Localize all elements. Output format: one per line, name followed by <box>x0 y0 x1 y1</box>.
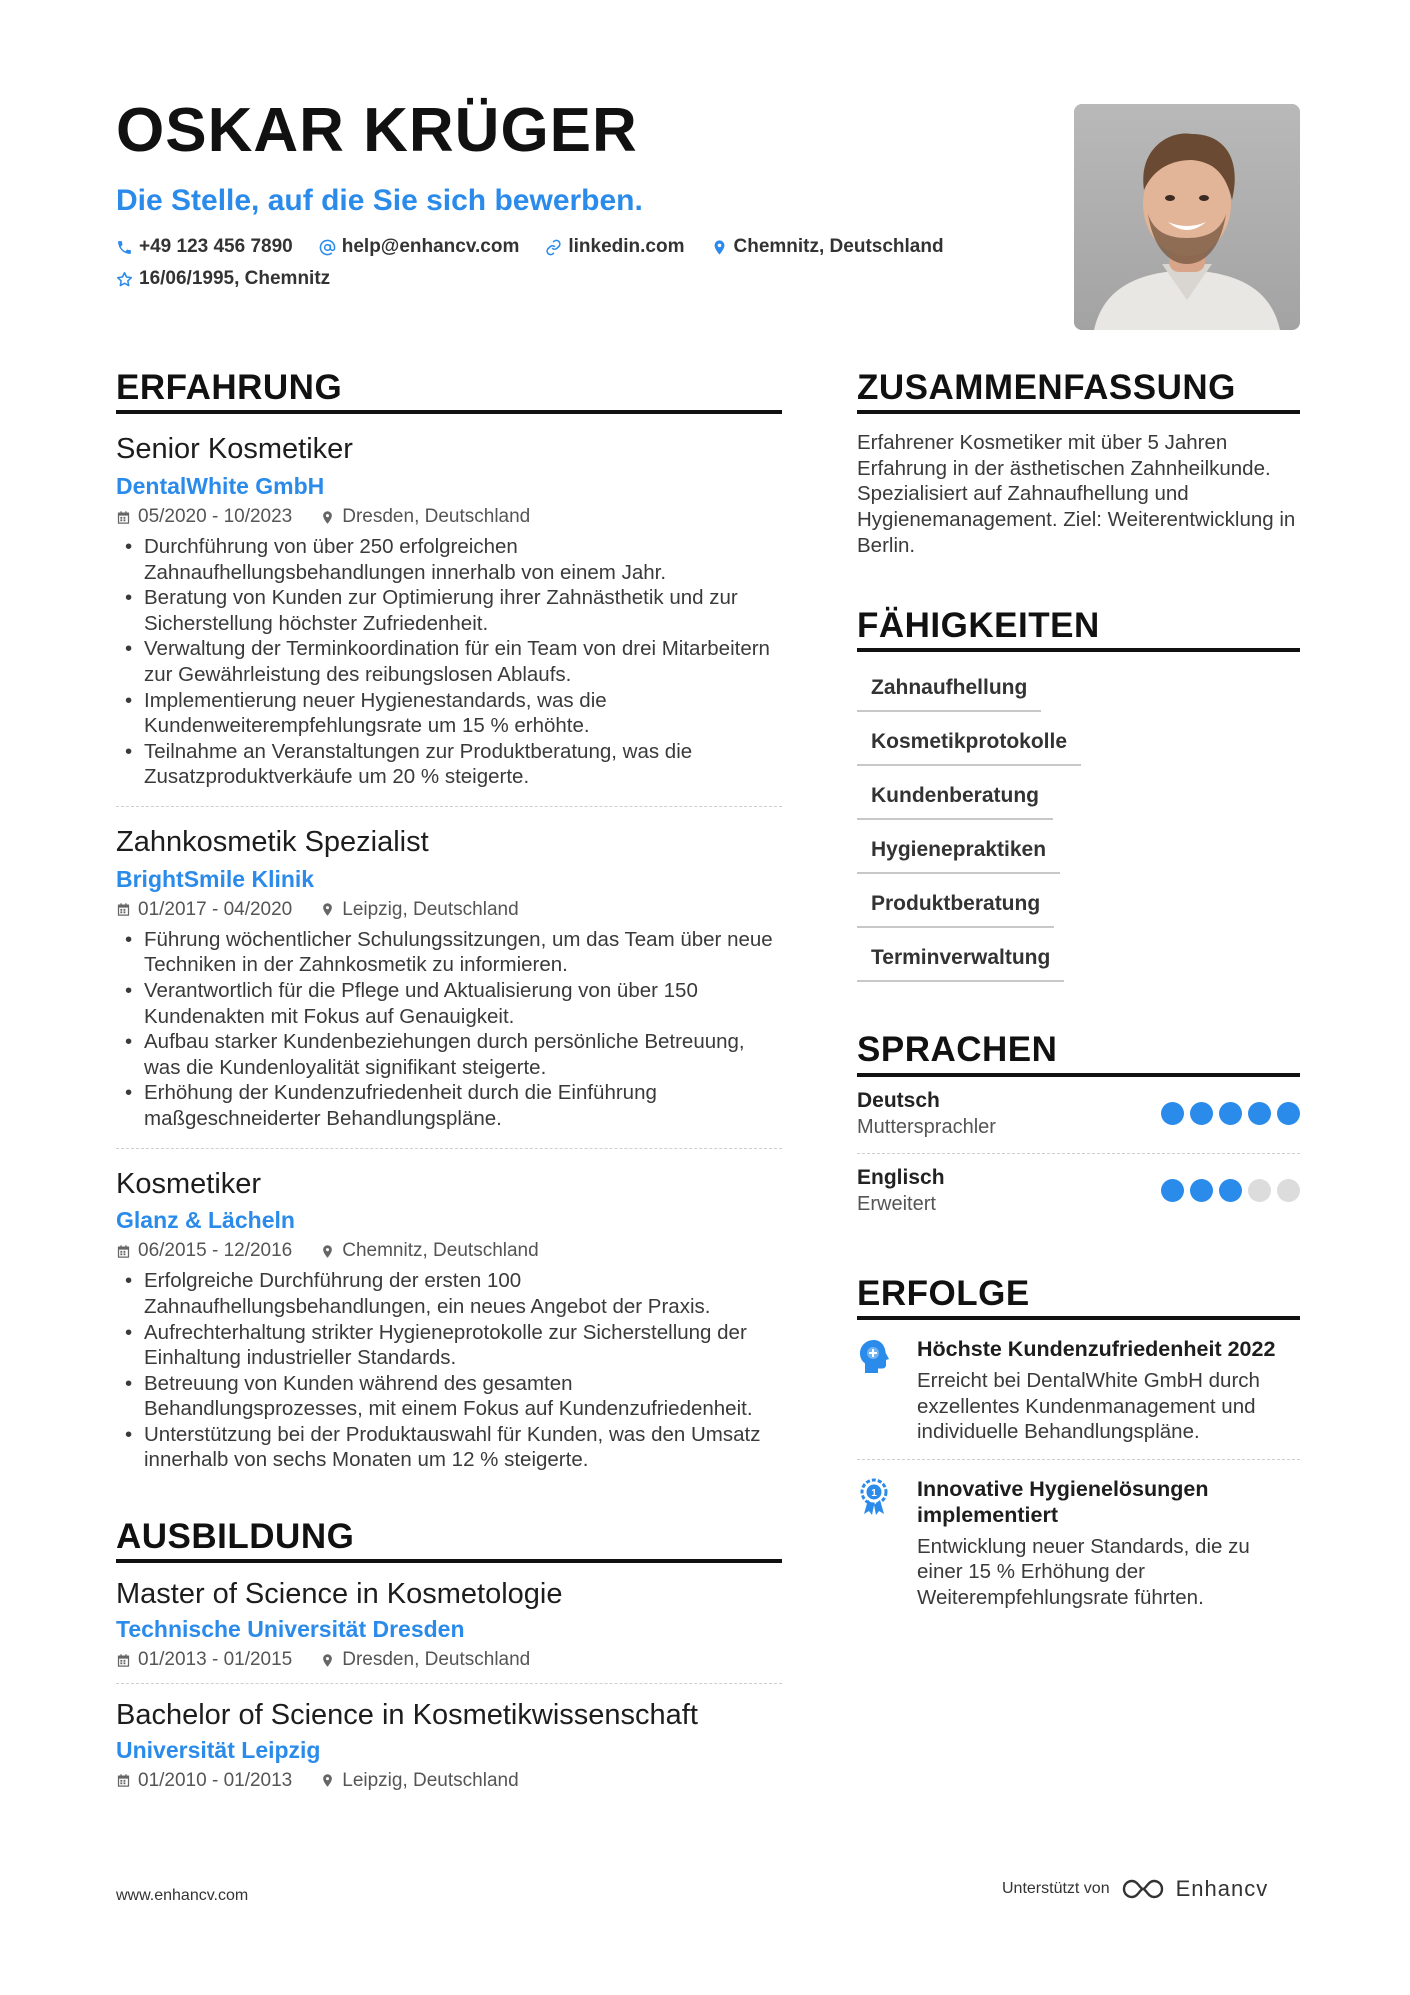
candidate-name: OSKAR KRÜGER <box>116 96 638 165</box>
contact-email[interactable] <box>319 236 520 258</box>
experience-bullets <box>116 927 782 1132</box>
skills-list <box>857 666 1300 990</box>
language-rating <box>1161 1179 1300 1202</box>
bullet-item: • Erfolgreiche Durchführung der ersten 100 Zahnaufhellungsbehandlungen, ein neues Angebot der Praxis. <box>116 1268 782 1319</box>
contact-phone-text: +49 123 456 7890 <box>139 236 293 257</box>
enhancv-logo-icon <box>1120 1876 1166 1902</box>
location-icon <box>320 1653 335 1668</box>
bullet-item: • Betreuung von Kunden während des gesamten Behandlungsprozesses, mit einem Fokus auf Kundenzufriedenheit. <box>116 1371 782 1422</box>
bullet-item: • Durchführung von über 250 erfolgreichen Zahnaufhellungsbehandlungen innerhalb von einem Jahr. <box>116 534 782 585</box>
experience-entry <box>116 1149 782 1490</box>
education-school[interactable]: Technische Universität Dresden <box>116 1616 465 1643</box>
experience-meta <box>116 506 782 528</box>
bullet-item: • Aufrechterhaltung strikter Hygieneprotokolle zur Sicherstellung der Einhaltung industrieller Standards. <box>116 1320 782 1371</box>
achievement-title: Innovative Hygienelösungen implementiert <box>917 1476 1209 1527</box>
skill-tag: Terminverwaltung <box>857 936 1064 982</box>
head-icon <box>857 1336 899 1445</box>
experience-location-text: Dresden, Deutschland <box>342 506 531 528</box>
svg-text:1: 1 <box>871 1487 877 1499</box>
experience-location <box>320 899 518 921</box>
experience-dates <box>116 506 292 528</box>
experience-entry <box>116 414 782 807</box>
experience-dates-text: 05/2020 - 10/2023 <box>138 506 293 528</box>
contact-list <box>116 236 1046 290</box>
experience-dates-text: 06/2015 - 12/2016 <box>138 1240 293 1262</box>
summary-heading: ZUSAMMENFASSUNG <box>857 368 1300 414</box>
experience-meta <box>116 1240 782 1262</box>
education-meta <box>116 1649 782 1671</box>
contact-email-text: help@enhancv.com <box>341 236 520 257</box>
achievement-description: Entwicklung neuer Standards, die zu einer 15 % Erhöhung der Weiterempfehlungsrate führten. <box>917 1534 1250 1609</box>
bullet-item: • Implementierung neuer Hygienestandards, was die Kundenweiterempfehlungsrate um 15 % erhöhte. <box>116 688 782 739</box>
profile-photo <box>1074 104 1300 330</box>
rating-dot <box>1161 1102 1184 1125</box>
education-dates <box>116 1649 292 1671</box>
contact-location <box>711 236 944 258</box>
achievement-title: Höchste Kundenzufriedenheit 2022 <box>917 1336 1276 1361</box>
skill-tag: Hygienepraktiken <box>857 828 1060 874</box>
footer-website[interactable]: www.enhancv.com <box>116 1887 249 1904</box>
education-dates-text: 01/2013 - 01/2015 <box>138 1649 293 1671</box>
contact-birth <box>116 268 330 290</box>
education-location-text: Leipzig, Deutschland <box>342 1769 519 1791</box>
bullet-item: • Verwaltung der Terminkoordination für ein Team von drei Mitarbeitern zur Gewährleistung des reibungslosen Ablaufs. <box>116 636 782 687</box>
location-icon <box>320 510 335 525</box>
portrait-image <box>1074 104 1300 330</box>
location-icon <box>320 902 335 917</box>
location-icon <box>320 1773 335 1788</box>
language-level: Erweitert <box>857 1192 936 1215</box>
experience-entry <box>116 807 782 1149</box>
experience-role: Senior Kosmetiker <box>116 433 353 466</box>
education-degree: Bachelor of Science in Kosmetikwissenschaft <box>116 1699 698 1732</box>
experience-dates <box>116 1240 292 1262</box>
header <box>116 96 1046 290</box>
experience-location <box>320 1240 538 1262</box>
bullet-item: • Führung wöchentlicher Schulungssitzungen, um das Team über neue Techniken in der Zahnkosmetik zu informieren. <box>116 927 782 978</box>
calendar-icon <box>116 1244 131 1259</box>
phone-icon <box>116 239 133 256</box>
rating-dot <box>1277 1102 1300 1125</box>
education-degree: Master of Science in Kosmetologie <box>116 1578 563 1611</box>
contact-phone <box>116 236 293 258</box>
language-item <box>857 1077 1300 1154</box>
achievement-description: Erreicht bei DentalWhite GmbH durch exzellentes Kundenmanagement und individuelle Behandlungspläne. <box>917 1368 1260 1444</box>
bullet-item: • Verantwortlich für die Pflege und Aktualisierung von über 150 Kundenakten mit Fokus auf Genauigkeit. <box>116 978 782 1029</box>
skill-tag: Kosmetikprotokolle <box>857 720 1081 766</box>
language-item <box>857 1154 1300 1230</box>
experience-company[interactable]: DentalWhite GmbH <box>116 473 325 500</box>
contact-linkedin-text: linkedin.com <box>568 236 685 257</box>
language-name: Englisch <box>857 1165 945 1189</box>
experience-role: Kosmetiker <box>116 1167 262 1200</box>
experience-dates <box>116 899 292 921</box>
education-location <box>320 1770 518 1792</box>
skills-heading: FÄHIGKEITEN <box>857 606 1300 652</box>
experience-location-text: Leipzig, Deutschland <box>342 898 519 920</box>
language-level: Muttersprachler <box>857 1115 996 1138</box>
footer-powered <box>1002 1876 1268 1902</box>
education-dates-text: 01/2010 - 01/2013 <box>138 1769 293 1791</box>
location-icon <box>320 1244 335 1259</box>
achievements-heading: ERFOLGE <box>857 1274 1300 1320</box>
experience-company[interactable]: BrightSmile Klinik <box>116 865 315 892</box>
calendar-icon <box>116 510 131 525</box>
contact-linkedin[interactable] <box>545 236 684 258</box>
skill-tag: Kundenberatung <box>857 774 1053 820</box>
right-column <box>857 368 1300 1625</box>
languages-heading: SPRACHEN <box>857 1030 1300 1076</box>
job-title: Die Stelle, auf die Sie sich bewerben. <box>116 184 643 217</box>
bullet-item: • Teilnahme an Veranstaltungen zur Produktberatung, was die Zusatzproduktverkäufe um 20 % steigerte. <box>116 739 782 790</box>
calendar-icon <box>116 1653 131 1668</box>
education-school[interactable]: Universität Leipzig <box>116 1736 321 1763</box>
experience-bullets <box>116 1268 782 1473</box>
rating-dot <box>1248 1102 1271 1125</box>
experience-role: Zahnkosmetik Spezialist <box>116 825 429 858</box>
at-icon <box>319 239 336 256</box>
education-location <box>320 1649 530 1671</box>
rating-dot <box>1219 1179 1242 1202</box>
footer-powered-label: Unterstützt von <box>1002 1880 1110 1897</box>
language-rating <box>1161 1102 1300 1125</box>
rating-dot <box>1248 1179 1271 1202</box>
bullet-item: • Unterstützung bei der Produktauswahl für Kunden, was den Umsatz innerhalb von sechs Monaten um 12 % steigerte. <box>116 1422 782 1473</box>
experience-company[interactable]: Glanz & Lächeln <box>116 1207 295 1234</box>
award-icon <box>857 1476 899 1611</box>
education-meta <box>116 1770 782 1792</box>
left-column <box>116 368 782 1804</box>
footer-brand: Enhancv <box>1175 1876 1269 1901</box>
contact-birth-text: 16/06/1995, Chemnitz <box>139 268 331 289</box>
experience-location <box>320 506 530 528</box>
education-entry <box>116 1684 782 1804</box>
experience-location-text: Chemnitz, Deutschland <box>342 1240 539 1262</box>
bullet-item: • Aufbau starker Kundenbeziehungen durch persönliche Betreuung, was die Kundenloyalität signifikant steigerte. <box>116 1029 782 1080</box>
rating-dot <box>1190 1102 1213 1125</box>
experience-dates-text: 01/2017 - 04/2020 <box>138 898 293 920</box>
education-dates <box>116 1770 292 1792</box>
language-name: Deutsch <box>857 1088 940 1112</box>
rating-dot <box>1219 1102 1242 1125</box>
bullet-item: • Beratung von Kunden zur Optimierung ihrer Zahnästhetik und zur Sicherstellung höchster Zufriedenheit. <box>116 585 782 636</box>
skill-tag: Produktberatung <box>857 882 1054 928</box>
rating-dot <box>1277 1179 1300 1202</box>
star-icon <box>116 271 133 288</box>
experience-bullets <box>116 534 782 790</box>
education-entry <box>116 1563 782 1684</box>
calendar-icon <box>116 1773 131 1788</box>
education-heading: AUSBILDUNG <box>116 1517 782 1563</box>
experience-heading: ERFAHRUNG <box>116 368 782 414</box>
achievement-item <box>857 1460 1300 1625</box>
contact-location-text: Chemnitz, Deutschland <box>733 236 944 257</box>
location-icon <box>711 239 728 256</box>
summary-text: Erfahrener Kosmetiker mit über 5 Jahren Erfahrung in der ästhetischen Zahnheilkunde. Spezialisiert auf Zahnaufhellung und Hygienemanagement. Ziel: Weiterentwicklung in Berlin. <box>857 431 1296 557</box>
skill-tag: Zahnaufhellung <box>857 666 1041 712</box>
rating-dot <box>1190 1179 1213 1202</box>
experience-meta <box>116 899 782 921</box>
link-icon <box>545 239 562 256</box>
bullet-item: • Erhöhung der Kundenzufriedenheit durch die Einführung maßgeschneiderter Behandlungspläne. <box>116 1080 782 1131</box>
education-location-text: Dresden, Deutschland <box>342 1649 531 1671</box>
achievement-item <box>857 1320 1300 1460</box>
calendar-icon <box>116 902 131 917</box>
rating-dot <box>1161 1179 1184 1202</box>
